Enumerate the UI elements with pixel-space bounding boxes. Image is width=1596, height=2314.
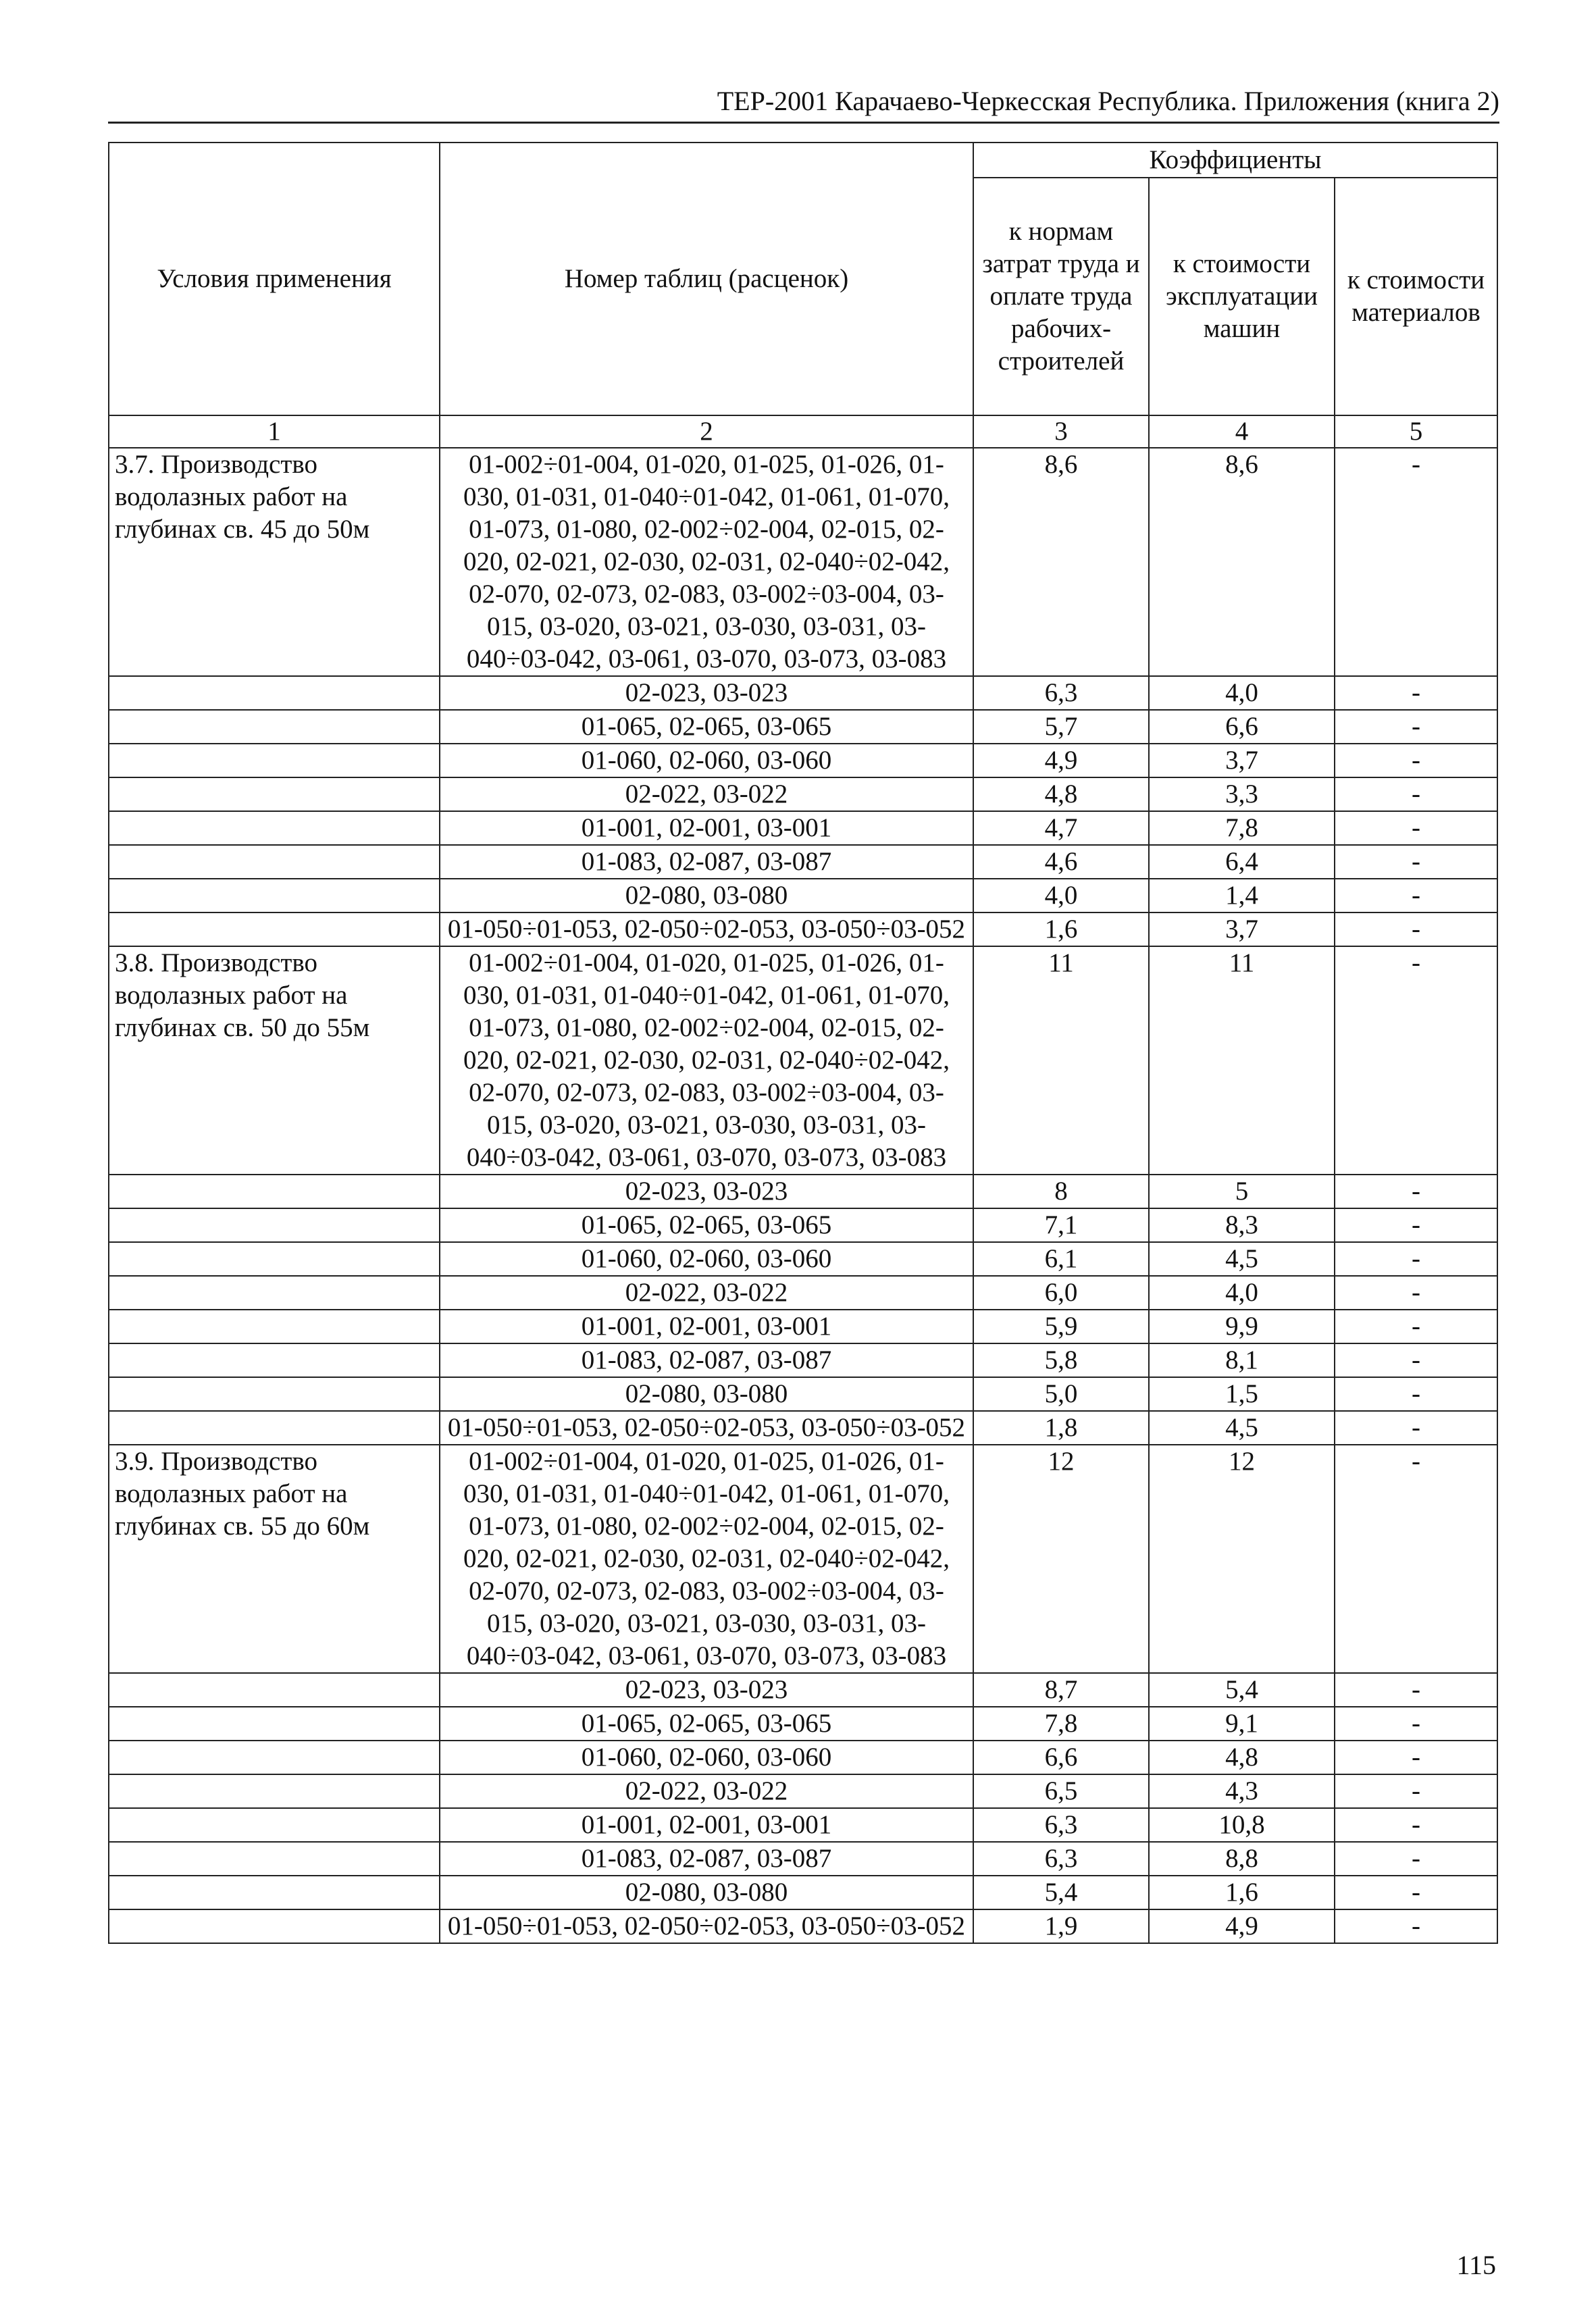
material-coef-cell: - xyxy=(1335,710,1497,744)
condition-cell-continuation xyxy=(109,1377,440,1411)
table-row xyxy=(109,1343,1497,1377)
material-coef-cell: - xyxy=(1335,912,1497,946)
material-coef-cell: - xyxy=(1335,1808,1497,1842)
condition-cell-continuation xyxy=(109,1411,440,1445)
table-row xyxy=(109,1842,1497,1876)
machine-coef-cell: 4,5 xyxy=(1149,1411,1335,1445)
table-row xyxy=(109,1876,1497,1909)
labor-coef-cell: 4,8 xyxy=(973,777,1149,811)
condition-cell-continuation xyxy=(109,1707,440,1741)
machine-coef-cell: 4,3 xyxy=(1149,1774,1335,1808)
machine-coef-cell: 4,0 xyxy=(1149,676,1335,710)
column-number: 1 xyxy=(109,415,440,448)
tables-cell: 01-083, 02-087, 03-087 xyxy=(440,1842,973,1876)
tables-cell: 02-023, 03-023 xyxy=(440,1175,973,1208)
table-row xyxy=(109,1242,1497,1276)
tables-cell: 02-080, 03-080 xyxy=(440,1377,973,1411)
machine-coef-cell: 3,3 xyxy=(1149,777,1335,811)
labor-coef-cell: 7,8 xyxy=(973,1707,1149,1741)
tables-cell: 01-065, 02-065, 03-065 xyxy=(440,710,973,744)
labor-coef-cell: 6,1 xyxy=(973,1242,1149,1276)
tables-cell: 02-022, 03-022 xyxy=(440,777,973,811)
labor-coef-cell: 1,8 xyxy=(973,1411,1149,1445)
header-labor: к нормам затрат труда и оплате труда рабочих-строителей xyxy=(973,178,1149,415)
condition-cell-continuation xyxy=(109,744,440,777)
tables-cell: 01-083, 02-087, 03-087 xyxy=(440,1343,973,1377)
labor-coef-cell: 6,6 xyxy=(973,1741,1149,1774)
labor-coef-cell: 4,7 xyxy=(973,811,1149,845)
material-coef-cell: - xyxy=(1335,1343,1497,1377)
machine-coef-cell: 3,7 xyxy=(1149,912,1335,946)
running-header: ТЕР-2001 Карачаево-Черкесская Республика. Приложения (книга 2) xyxy=(108,84,1499,124)
material-coef-cell: - xyxy=(1335,845,1497,879)
tables-cell: 02-022, 03-022 xyxy=(440,1276,973,1310)
material-coef-cell: - xyxy=(1335,1741,1497,1774)
material-coef-cell: - xyxy=(1335,676,1497,710)
condition-cell-continuation xyxy=(109,912,440,946)
tables-cell: 01-001, 02-001, 03-001 xyxy=(440,1808,973,1842)
machine-coef-cell: 4,5 xyxy=(1149,1242,1335,1276)
material-coef-cell: - xyxy=(1335,811,1497,845)
table-row xyxy=(109,1673,1497,1707)
labor-coef-cell: 6,3 xyxy=(973,1808,1149,1842)
condition-cell-continuation xyxy=(109,1876,440,1909)
tables-cell: 01-060, 02-060, 03-060 xyxy=(440,1242,973,1276)
machine-coef-cell: 12 xyxy=(1149,1445,1335,1673)
header-machines: к стоимости эксплуатации машин xyxy=(1149,178,1335,415)
material-coef-cell: - xyxy=(1335,777,1497,811)
tables-cell: 02-022, 03-022 xyxy=(440,1774,973,1808)
table-row xyxy=(109,1741,1497,1774)
labor-coef-cell: 5,7 xyxy=(973,710,1149,744)
material-coef-cell: - xyxy=(1335,946,1497,1175)
material-coef-cell: - xyxy=(1335,1377,1497,1411)
table-row xyxy=(109,1208,1497,1242)
table-row xyxy=(109,879,1497,912)
table-row xyxy=(109,1411,1497,1445)
column-number: 5 xyxy=(1335,415,1497,448)
material-coef-cell: - xyxy=(1335,1276,1497,1310)
table-row xyxy=(109,1310,1497,1343)
table-row xyxy=(109,1276,1497,1310)
coefficients-table xyxy=(108,142,1498,1944)
labor-coef-cell: 5,4 xyxy=(973,1876,1149,1909)
condition-cell-continuation xyxy=(109,1310,440,1343)
condition-cell-continuation xyxy=(109,845,440,879)
condition-cell: 3.8. Производство водолазных работ на глубинах св. 50 до 55м xyxy=(109,946,440,1175)
table-row xyxy=(109,811,1497,845)
labor-coef-cell: 11 xyxy=(973,946,1149,1175)
table-row xyxy=(109,676,1497,710)
condition-cell: 3.7. Производство водолазных работ на глубинах св. 45 до 50м xyxy=(109,448,440,676)
tables-cell: 01-065, 02-065, 03-065 xyxy=(440,1208,973,1242)
machine-coef-cell: 8,8 xyxy=(1149,1842,1335,1876)
condition-cell-continuation xyxy=(109,777,440,811)
labor-coef-cell: 6,5 xyxy=(973,1774,1149,1808)
table-row xyxy=(109,1377,1497,1411)
table-row xyxy=(109,912,1497,946)
table-row xyxy=(109,1909,1497,1943)
machine-coef-cell: 7,8 xyxy=(1149,811,1335,845)
table-body xyxy=(109,448,1497,1943)
tables-cell: 01-001, 02-001, 03-001 xyxy=(440,811,973,845)
tables-cell: 02-023, 03-023 xyxy=(440,1673,973,1707)
table-row xyxy=(109,1774,1497,1808)
material-coef-cell: - xyxy=(1335,1707,1497,1741)
labor-coef-cell: 5,9 xyxy=(973,1310,1149,1343)
table-row xyxy=(109,744,1497,777)
labor-coef-cell: 4,9 xyxy=(973,744,1149,777)
material-coef-cell: - xyxy=(1335,1876,1497,1909)
material-coef-cell: - xyxy=(1335,1411,1497,1445)
material-coef-cell: - xyxy=(1335,1842,1497,1876)
table-row xyxy=(109,1707,1497,1741)
page-number: 115 xyxy=(1456,2250,1496,2280)
machine-coef-cell: 9,1 xyxy=(1149,1707,1335,1741)
labor-coef-cell: 5,8 xyxy=(973,1343,1149,1377)
machine-coef-cell: 6,6 xyxy=(1149,710,1335,744)
tables-cell: 02-023, 03-023 xyxy=(440,676,973,710)
column-number: 3 xyxy=(973,415,1149,448)
condition-cell-continuation xyxy=(109,1208,440,1242)
condition-cell-continuation xyxy=(109,1909,440,1943)
table-row xyxy=(109,710,1497,744)
column-number: 4 xyxy=(1149,415,1335,448)
material-coef-cell: - xyxy=(1335,1242,1497,1276)
machine-coef-cell: 1,4 xyxy=(1149,879,1335,912)
tables-cell: 02-080, 03-080 xyxy=(440,879,973,912)
labor-coef-cell: 5,0 xyxy=(973,1377,1149,1411)
labor-coef-cell: 1,6 xyxy=(973,912,1149,946)
condition-cell-continuation xyxy=(109,1808,440,1842)
machine-coef-cell: 11 xyxy=(1149,946,1335,1175)
header-tables: Номер таблиц (расценок) xyxy=(440,143,973,415)
labor-coef-cell: 6,0 xyxy=(973,1276,1149,1310)
condition-cell-continuation xyxy=(109,676,440,710)
condition-cell-continuation xyxy=(109,1175,440,1208)
table-row xyxy=(109,1808,1497,1842)
tables-cell: 01-002÷01-004, 01-020, 01-025, 01-026, 01-030, 01-031, 01-040÷01-042, 01-061, 01-070, 01-073, 01-080, 02-002÷02-004, 02-015, 02-020, 02-021, 02-030, 02-031, 02-040÷02-042, 02-070, 02-073, 02-083, 03-002÷03-004, 03-015, 03-020, 03-021, 03-030, 03-031, 03-040÷03-042, 03-061, 03-070, 03-073, 03-083 xyxy=(440,946,973,1175)
material-coef-cell: - xyxy=(1335,879,1497,912)
machine-coef-cell: 4,8 xyxy=(1149,1741,1335,1774)
machine-coef-cell: 5 xyxy=(1149,1175,1335,1208)
machine-coef-cell: 8,1 xyxy=(1149,1343,1335,1377)
condition-cell-continuation xyxy=(109,811,440,845)
labor-coef-cell: 8,7 xyxy=(973,1673,1149,1707)
labor-coef-cell: 8 xyxy=(973,1175,1149,1208)
table-row xyxy=(109,1175,1497,1208)
machine-coef-cell: 3,7 xyxy=(1149,744,1335,777)
condition-cell-continuation xyxy=(109,710,440,744)
machine-coef-cell: 8,6 xyxy=(1149,448,1335,676)
material-coef-cell: - xyxy=(1335,1909,1497,1943)
condition-cell-continuation xyxy=(109,1774,440,1808)
table-row xyxy=(109,946,1497,1175)
tables-cell: 02-080, 03-080 xyxy=(440,1876,973,1909)
column-number-row xyxy=(109,415,1497,448)
material-coef-cell: - xyxy=(1335,1673,1497,1707)
labor-coef-cell: 1,9 xyxy=(973,1909,1149,1943)
machine-coef-cell: 4,9 xyxy=(1149,1909,1335,1943)
tables-cell: 01-060, 02-060, 03-060 xyxy=(440,1741,973,1774)
tables-cell: 01-001, 02-001, 03-001 xyxy=(440,1310,973,1343)
table-row xyxy=(109,1445,1497,1673)
material-coef-cell: - xyxy=(1335,1208,1497,1242)
labor-coef-cell: 6,3 xyxy=(973,1842,1149,1876)
labor-coef-cell: 7,1 xyxy=(973,1208,1149,1242)
labor-coef-cell: 12 xyxy=(973,1445,1149,1673)
header-materials: к стоимости материалов xyxy=(1335,178,1497,415)
machine-coef-cell: 4,0 xyxy=(1149,1276,1335,1310)
header-conditions: Условия применения xyxy=(109,143,440,415)
tables-cell: 01-065, 02-065, 03-065 xyxy=(440,1707,973,1741)
table-row xyxy=(109,777,1497,811)
condition-cell-continuation xyxy=(109,1673,440,1707)
machine-coef-cell: 10,8 xyxy=(1149,1808,1335,1842)
tables-cell: 01-050÷01-053, 02-050÷02-053, 03-050÷03-052 xyxy=(440,1411,973,1445)
condition-cell-continuation xyxy=(109,1741,440,1774)
tables-cell: 01-002÷01-004, 01-020, 01-025, 01-026, 01-030, 01-031, 01-040÷01-042, 01-061, 01-070, 01-073, 01-080, 02-002÷02-004, 02-015, 02-020, 02-021, 02-030, 02-031, 02-040÷02-042, 02-070, 02-073, 02-083, 03-002÷03-004, 03-015, 03-020, 03-021, 03-030, 03-031, 03-040÷03-042, 03-061, 03-070, 03-073, 03-083 xyxy=(440,1445,973,1673)
table-row xyxy=(109,448,1497,676)
tables-cell: 01-050÷01-053, 02-050÷02-053, 03-050÷03-052 xyxy=(440,1909,973,1943)
table-row xyxy=(109,845,1497,879)
tables-cell: 01-002÷01-004, 01-020, 01-025, 01-026, 01-030, 01-031, 01-040÷01-042, 01-061, 01-070, 01-073, 01-080, 02-002÷02-004, 02-015, 02-020, 02-021, 02-030, 02-031, 02-040÷02-042, 02-070, 02-073, 02-083, 03-002÷03-004, 03-015, 03-020, 03-021, 03-030, 03-031, 03-040÷03-042, 03-061, 03-070, 03-073, 03-083 xyxy=(440,448,973,676)
material-coef-cell: - xyxy=(1335,1774,1497,1808)
material-coef-cell: - xyxy=(1335,1445,1497,1673)
machine-coef-cell: 9,9 xyxy=(1149,1310,1335,1343)
column-number: 2 xyxy=(440,415,973,448)
material-coef-cell: - xyxy=(1335,1175,1497,1208)
tables-cell: 01-083, 02-087, 03-087 xyxy=(440,845,973,879)
machine-coef-cell: 1,5 xyxy=(1149,1377,1335,1411)
condition-cell-continuation xyxy=(109,1276,440,1310)
machine-coef-cell: 1,6 xyxy=(1149,1876,1335,1909)
condition-cell: 3.9. Производство водолазных работ на глубинах св. 55 до 60м xyxy=(109,1445,440,1673)
material-coef-cell: - xyxy=(1335,448,1497,676)
material-coef-cell: - xyxy=(1335,744,1497,777)
material-coef-cell: - xyxy=(1335,1310,1497,1343)
labor-coef-cell: 4,6 xyxy=(973,845,1149,879)
header-coefficients: Коэффициенты xyxy=(973,143,1497,178)
machine-coef-cell: 6,4 xyxy=(1149,845,1335,879)
machine-coef-cell: 5,4 xyxy=(1149,1673,1335,1707)
condition-cell-continuation xyxy=(109,1343,440,1377)
machine-coef-cell: 8,3 xyxy=(1149,1208,1335,1242)
labor-coef-cell: 4,0 xyxy=(973,879,1149,912)
tables-cell: 01-060, 02-060, 03-060 xyxy=(440,744,973,777)
condition-cell-continuation xyxy=(109,1842,440,1876)
labor-coef-cell: 8,6 xyxy=(973,448,1149,676)
labor-coef-cell: 6,3 xyxy=(973,676,1149,710)
condition-cell-continuation xyxy=(109,1242,440,1276)
tables-cell: 01-050÷01-053, 02-050÷02-053, 03-050÷03-052 xyxy=(440,912,973,946)
condition-cell-continuation xyxy=(109,879,440,912)
